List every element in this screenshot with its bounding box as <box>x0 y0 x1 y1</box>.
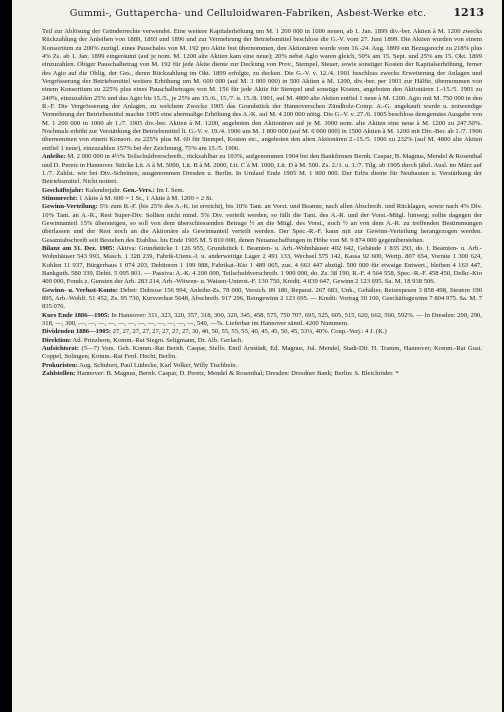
page-number: 1213 <box>453 6 484 19</box>
prokuristen-text: Aug. Schubert, Paul Lüdecke, Karl Volker, Willy Tischbein. <box>79 361 238 369</box>
dividenden-text: 27, 27, 27, 27, 27, 27, 27, 27, 30, 40, 50, 55, 55, 55, 40, 45, 45, 50, 45, 33⅓, 40%. Coup.-Verj.: 4 J. (K.) <box>112 328 387 336</box>
genvers-label: Gen.-Vers.: <box>122 186 155 194</box>
direktion-text: Ad. Prinzhorn, Komm.-Rat Siegm. Seligmann, Dr. Alb. Gerlach. <box>72 336 243 344</box>
geschaeftsjahr-label: Geschäftsjahr: <box>42 186 84 194</box>
guv-text: Debet: Dubiose 156 994, Anleihe-Zs. 78 000, Versich. 89 180, Reparat. 267 683, Unk., Gehälter, Reisespesen 3 858 498, Steuern 190 895, Arb.-Wohlf. 51 452, Zs. 95 730, Kursverlust 5648, Abschreib. 917 296, Reingewinn 2 123 695. — Kredit: Vortrag 30 100, Geschäftsgewinn 7 804 975. Sa. M. 7 835 076. <box>42 286 482 311</box>
document-page <box>12 0 502 712</box>
zahlstellen-text: Hannover: B. Magnus, Bernh. Caspar, D. Peretz, Mendel & Rosenthal; Dresden: Dresdner Bank; Berlin: S. Bleichröder. * <box>77 370 399 378</box>
stimmrecht-paragraph <box>42 195 482 203</box>
bilanz-paragraph <box>42 245 482 287</box>
zahlstellen-paragraph <box>42 370 482 378</box>
prokuristen-label: Prokuristen: <box>42 361 78 369</box>
gewinnverteilung-paragraph <box>42 203 482 245</box>
bilanz-label: Bilanz am 31. Dez. 1905: <box>42 244 115 252</box>
anleihe-paragraph <box>42 153 482 186</box>
prokuristen-paragraph <box>42 362 482 370</box>
document-body <box>42 28 482 378</box>
kurs-text: In Hannover: 311, 323, 320, 357, 318, 300, 320, 345, 458, 575, 750 707, 695, 525, 605, 515, 620, 662, 560, 592%. — In Dresden: 290, 290, 318, —, 300, —, —, —, —, —, —, —, —, —, —, —, —, 540, —%. Lieferbar im Hannover sämtl. 4200 Nummern. <box>42 311 482 328</box>
direktion-label: Direktion: <box>42 336 72 344</box>
aufsichtsrat-paragraph <box>42 345 482 362</box>
guv-label: Gewinn- u. Verlust-Konto: <box>42 286 118 294</box>
aufsichtsrat-label: Aufsichtsrat: <box>42 345 79 353</box>
anleihe-label: Anleihe: <box>42 153 66 161</box>
capital-history-paragraph: Teil zur Ablösung der Gründerrechte verwendet. Eine weitere Kapitalerhöhung um M. 1 200 000 in 1000 neuen, ab 1. Jan. 1899 div.-ber. Aktien à M. 1200 zwecks Rückzahlung der Anleihen von 1889, 1893 und 1896 und zur Vermehrung der Betriebsmittel beschloss die G.-V. vom 27. Juni 1899. Die Aktien wurden von einem Konsortium zu 200% zuzügl. eines Pauschales von M. 192 pro Aktie fest übernommen, den Aktionären wurde vom 16.-24. Aug. 1899 ein Bezugsrecht zu 218% plus 4% Zs. ab 1. Jan. 1899 eingeräumt (auf je nom. M. 1200 alte Aktien kam eine neue); 20% nebst Agio waren gleich, 50% am 15. Sept. und 25% am 15. Okt. 1899 einzuzahlen. Obiger Pauschalbetrag von M. 192 für jede Aktie diente zur Deckung von Prov., Stempel, Steuer, sowie sonstiger Kosten der Kapitalserhöhung, ferner des Agio auf die Oblig. der Ges., deren Rückzahlung im Okt. 1899 erfolgte, zu decken. Die G.-V. v. 12./4. 1901 beschloss zwecks Erweiterung der Anlagen und Vergrösserung der Betriebsmittel weitere Erhöhung um M. 600 000 (auf M. 3 000 000) in 500 Aktien à M. 1200, div.-ber. per 1901 zur Hälfte, übernommen von einem Konsortium zu 225% plus eines Pauschalbetrages von M. 156 für jede Aktie für Stempel und sonstige Kosten, angeboten den Aktionären 1.-15./5. 1901 zu 240%, einzuzahlen 25% und das Agio bis 15./5., je 25% am 15./6., 15./7. u. 15./8. 1901, auf M. 4800 alte Aktien entfiel 1 neue à M. 1200. Agio mit M. 750 000 in den R.-F. Die Vergrösserung der Anlagen, zu welchem Zwecke 1905 das Grundstück der Hannoverschen Zündholz-Comp. A.-G. angekauft wurde u. notwendige Vermehrung der Betriebsmittel machte 1905 eine abermalige Erhöhung des A.-K. auf M. 4 200 000 nötig. Die G.-V. v. 27./6. 1905 beschloss demgemäss Ausgabe von M. 1 200 000 in 1000 ab 1./7. 1905 div.-ber. Aktien à M. 1200, angeboten den Aktionären auf je M. 3000 nom. alte Aktien eine neue à M. 1200 zu 247.50%. Nochmals erhöht zur Verstärkung der Betriebsmittel lt. G.-V. v. 19./4. 1906 um M. 1 800 000 (auf M. 6 000 000) in 1500 Aktien à M. 1200 mit Div.-Ber. ab 1./7. 1906 übernommen von einem Konsort. zu 225% plus M. 60 für Stempel, Kosten etc., angeboten den alten Aktionären 2.-15./5. 1906 zu 232% (auf M. 4800 alte Aktien entfiel 1 neue), einzuzahlen 157% bei der Zeichnung, 75% am 15./5. 1906. <box>42 28 482 152</box>
page-header: Gummi-, Guttapercha- und Celluloidwaren-Fabriken, Asbest-Werke etc. <box>69 8 427 19</box>
stimmrecht-label: Stimmrecht: <box>42 194 78 202</box>
guv-paragraph <box>42 287 482 312</box>
stimmrecht-text: 1 Aktie à M. 600 = 1 St., 1 Aktie à M. 1200 = 2 St. <box>79 194 213 202</box>
dividenden-label: Dividenden 1886—1905: <box>42 328 112 336</box>
zahlstellen-label: Zahlstellen: <box>42 370 76 378</box>
direktion-paragraph <box>42 337 482 345</box>
gewinnverteilung-label: Gewinn-Verteilung: <box>42 203 98 211</box>
dividenden-paragraph <box>42 328 482 336</box>
geschaeftsjahr-text: Kalenderjahr. <box>85 186 122 194</box>
gewinnverteilung-text: 5% zum R.-F. (bis 25% des A.-K. ist erreicht), bis 10% Tant. an Vorst. und Beamte, nach allen Abschreib. und Rücklagen, sowie nach 4% Div. 10% Tant. an A.-R., Rest Super-Div. Sollten nicht mind. 5% Div. verteilt werden, so fällt die Tant. des A.-R. und der Vorst.-Mitgl. hinweg; sollte dagegen der Gewinnanteil 15% übersteigen, so soll von dem überschiessenden Betrage ½ an die Mitgl. des Vorst., noch ½ an von dem A.-R. zu treffenden Bestimmungen überlassen und der Rest noch an die Aktionäre als Gewinnanteil verteilt werden. Der Spec.-R.-F. kann mit zur Gewinn-Verteilung herangezogen werden. Gesamtabschreib seit Bestehen des Etabliss. bis Ende 1905 M. 5 810 000, denen Neuanschaffungen in Höhe von M. 9 874 000 gegenüberstehen. <box>42 203 482 244</box>
bilanz-text: Aktiva: Grundstücke 1 126 955, Grundstück f. Beamten- u. Arb.-Wohnhäuser 402 642, Gebäude 1 835 293, do. f. Beamten- u. Arb.-Wohnhäuser 543 993, Masch. 1 328 239, Fabrik-Utens.-I. u. anderweitige Lager 2 491 133, Wechsel 575 142, Kassa 92 600, Wertp. 807 654, Vorräte 1 300 624, Kohlen 11 937, Bürgerhaus 1 074 203, Debitoren 1 199 988, Fabrikat.-Kto 1 489 065, zus. 4 663 447 abzügl. 500 000 für etwaige Entwert., bleiben 4 163 447, Bankguth. 580 339, Debit. 5 095 801. — Passiva: A.-K. 4 200 000, Teilschuldverschreib. 1 900 000, do. Zs. 38 190, R.-F. 4 564 558, Spec.-R.-F. 458 450, Delkr.-Kto 400 000, Fonds z. Gunsten der Arb. 283 214, Arb.-Witwen- u. Waisen-Unterst.-F. 130 750, Kredit. 4 839 647, Gewinn 2 123 695. Sa. M. 18 938 506. <box>42 244 482 286</box>
kurs-label: Kurs Ende 1886—1905: <box>42 311 110 319</box>
anleihe-text: M. 2 000 000 in 4½% Teilschuldverschreib., rückzahlbar zu 103%, aufgenommen 1904 bei den Bankfirmen Bernh. Caspar, B. Magnus, Mendel & Rosenthal und D. Peretz in Hannover. Stücke Lit. A à M. 5000, Lit. B à M. 2000, Lit. C à M. 1000, Lit. D à M. 500. Zs. 2./1. u. 1./7. Tilg. ab 1905 durch jährl. Ausl. im März auf 1./7. Zahlst. wie bei Div.-Scheinen, ausgenommen Dresden u. Berlin. In Umlauf Ende 1905 M. 1 900 000. Der Erlös diente für Neubauten u. Verstärkung der Betriebsmittel. Nicht notiert. <box>42 153 482 186</box>
genvers-text: Im I. Sem. <box>156 186 185 194</box>
kurs-paragraph <box>42 312 482 329</box>
aufsichtsrat-text: (5—7) Vors. Geh. Komm.-Rat Bernh. Caspar, Stellv. Emil Arnstädt, Ed. Magnus, Jul. Mendel, Stadt-Dir. H. Tramm, Hannover; Komm.-Rat Gust. Coppel, Solingen; Komm.-Rat Ferd. Hecht, Berlin. <box>42 345 482 361</box>
geschaeftsjahr-paragraph <box>42 187 482 195</box>
